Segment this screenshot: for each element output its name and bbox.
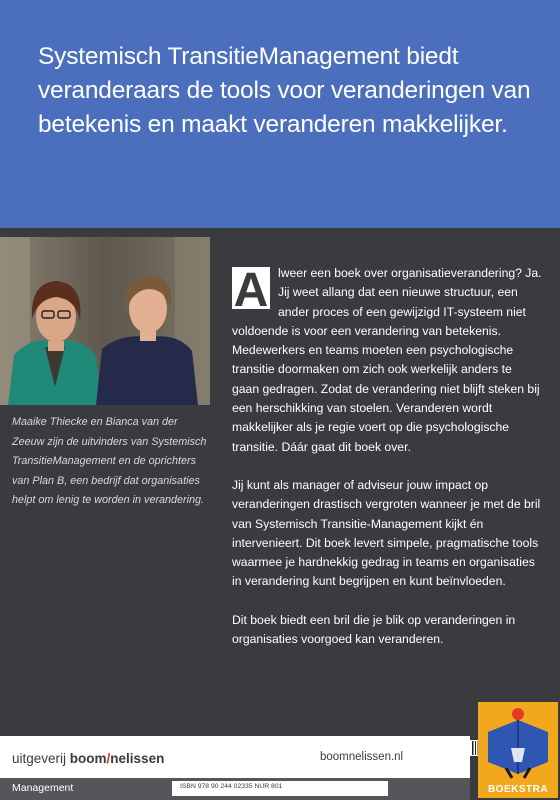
sticker-label: BOEKSTRA <box>487 784 549 795</box>
author-photo <box>0 237 210 405</box>
author-photo-image <box>0 237 210 405</box>
drop-cap: A <box>233 264 269 317</box>
paragraph-2: Jij kunt als manager of adviseur jouw impact op veranderingen drastisch vergroten wanneer je met de bril van Systemisch Transitie-Management kijkt én intervenieert. Dit boek levert simpele, pragmatische tools waarmee je hardnekkig gedrag in teams en organisaties in verandering kunt begrijpen en kunt beïnvloeden. <box>232 477 541 589</box>
reading-figure-icon <box>478 702 558 782</box>
isbn-text: ISBN 978 90 244 02335 NUR 801 <box>180 783 283 790</box>
publisher-prefix: uitgeverij <box>12 751 70 766</box>
category-label: Management <box>12 782 74 794</box>
publisher-slash: / <box>106 751 111 766</box>
photo-caption: Maaike Thiecke en Bianca van der Zeeuw zijn de uitvinders van Systemisch TransitieManagement en de oprichters van Plan B, een bedrijf dat organisaties helpt om lenig te worden in verandering. <box>12 416 207 506</box>
publisher-footer <box>0 736 470 800</box>
publisher-nelissen: nelissen <box>110 751 165 766</box>
paragraph-1 <box>232 264 542 457</box>
publisher-website: boomnelissen.nl <box>320 751 404 763</box>
publisher-boom: boom <box>69 751 107 766</box>
back-cover-text <box>232 264 542 668</box>
bookstore-sticker <box>478 702 558 798</box>
paragraph-1-text: lweer een boek over organisatieverandering? Ja. Jij weet allang dat een nieuwe structuur, een ander proces of een gewijzigd IT-systeem niet voldoende is voor een verandering van betekenis. Medewerkers en teams moeten een psychologische transitie doormaken om zich ook werkelijk anders te gaan gedragen. Zodat de verandering niet blijft steken bij een herschikking van stoelen. Veranderen wordt makkelijker als je regie voert op die psychologische transitie. Dáár gaat dit boek over. <box>232 266 542 454</box>
category-strip <box>0 778 470 800</box>
isbn-box <box>172 781 388 796</box>
paragraph-3: Dit boek biedt een bril die je blik op veranderingen in organisaties voorgoed kan veranderen. <box>232 612 516 647</box>
publisher-logo <box>12 751 164 766</box>
top-blue-band <box>0 0 560 228</box>
tagline: Systemisch TransitieManagement biedt veranderaars de tools voor veranderingen van betekenis en maakt veranderen makkelijker. <box>38 43 531 138</box>
